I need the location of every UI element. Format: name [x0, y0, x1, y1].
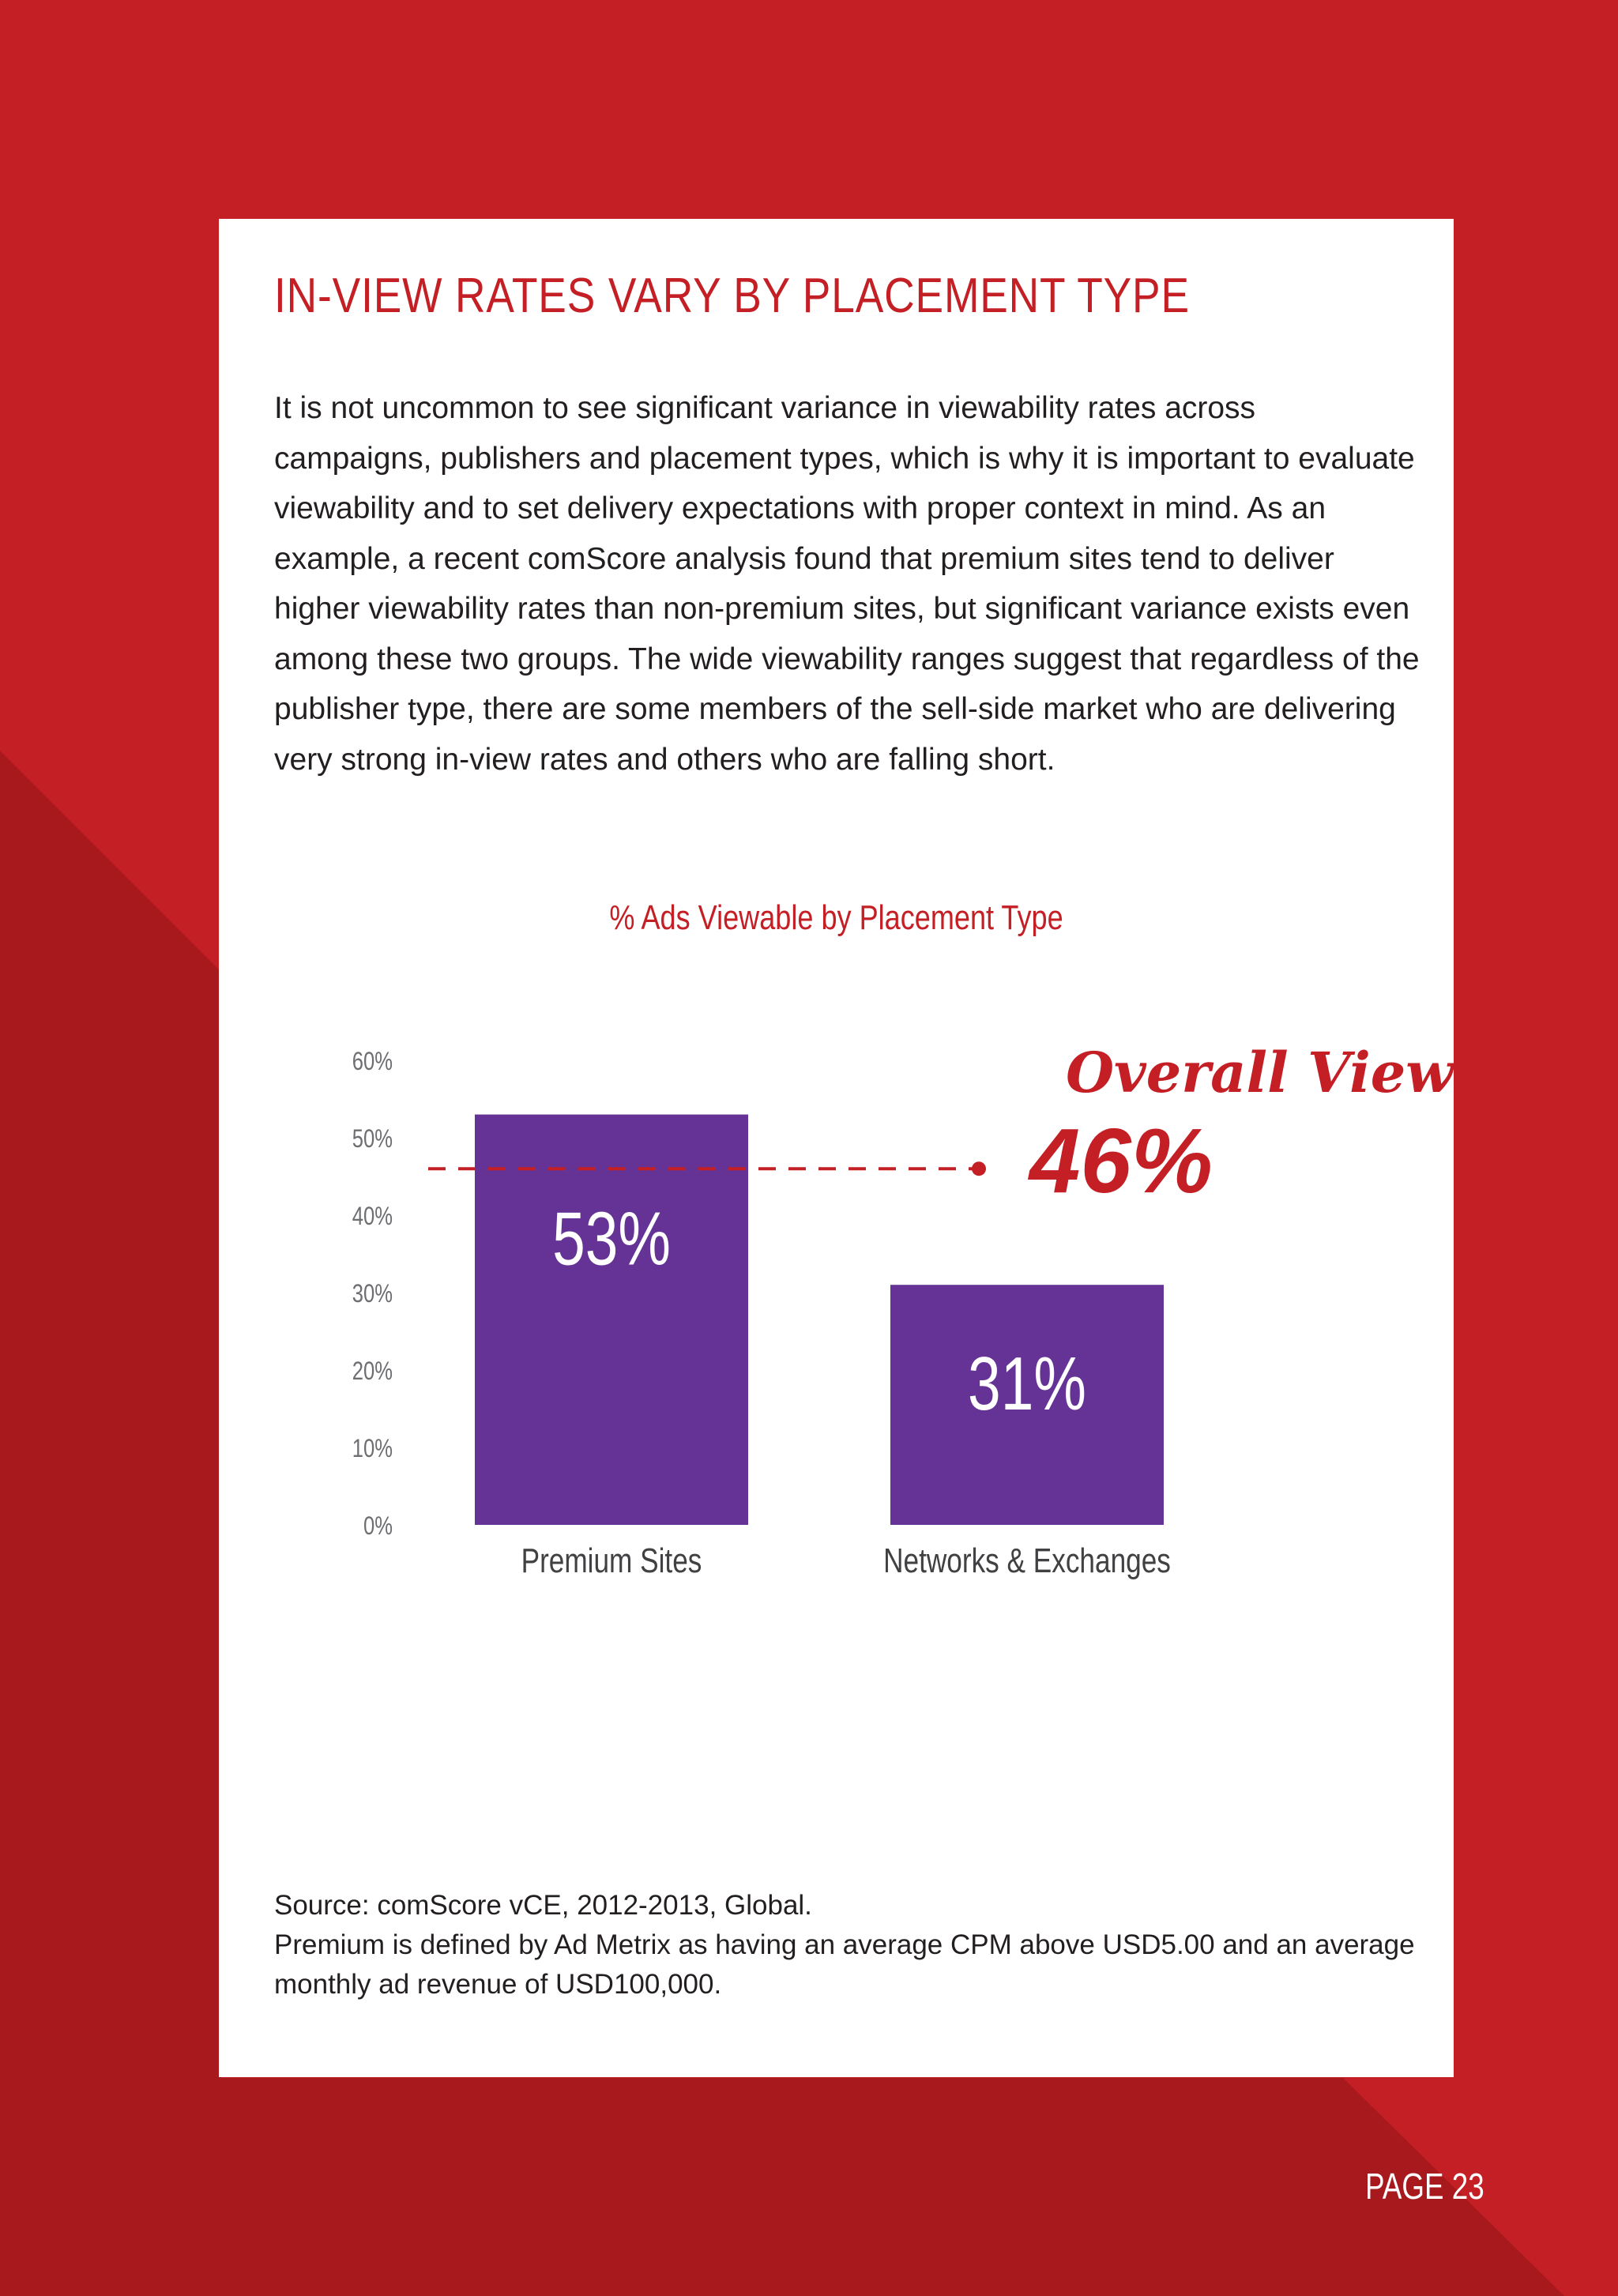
- bar-value-label: 53%: [552, 1196, 671, 1282]
- y-tick-label: 60%: [352, 1048, 393, 1076]
- chart-title: % Ads Viewable by Placement Type: [609, 898, 1063, 937]
- definition-line: Premium is defined by Ad Metrix as having an average CPM above USD5.00 and an average monthly ad revenue of USD100,000.: [274, 1929, 1415, 2000]
- content-card: [219, 219, 1584, 2077]
- category-label: Networks & Exchanges: [883, 1541, 1171, 1580]
- bar-value-label: 31%: [968, 1341, 1086, 1426]
- bar: [475, 1115, 748, 1525]
- page-number: PAGE 23: [1365, 2166, 1484, 2207]
- y-tick-label: 20%: [352, 1357, 393, 1386]
- y-tick-label: 30%: [352, 1280, 393, 1308]
- body-paragraph: It is not uncommon to see significant variance in viewability rates across campaigns, publishers and placement types, which is why it is important to evaluate viewability and to set delivery expectations with proper context in mind. As an example, a recent comScore analysis found that premium sites tend to deliver higher viewability rates than non-premium sites, but significant variance exists even among these two groups. The wide viewability ranges suggest that regardless of the publisher type, there are some members of the sell-side market who are delivering very strong in-view rates and others who are falling short.: [274, 391, 1420, 777]
- category-label: Premium Sites: [521, 1541, 702, 1580]
- reference-value-label: 46%: [1029, 1109, 1214, 1212]
- y-tick-label: 10%: [352, 1435, 393, 1463]
- reference-label: Overall Viewable: [1066, 1040, 1584, 1105]
- reference-line-dot: [972, 1161, 986, 1176]
- y-tick-label: 40%: [352, 1203, 393, 1231]
- y-tick-label: 50%: [352, 1125, 393, 1154]
- bar-chart: [219, 219, 1584, 1641]
- source-line: Source: comScore vCE, 2012-2013, Global.: [274, 1890, 812, 1921]
- page-heading: IN-VIEW RATES VARY BY PLACEMENT TYPE: [274, 269, 1190, 323]
- source-note: [274, 1886, 1420, 2004]
- y-tick-label: 0%: [363, 1512, 393, 1541]
